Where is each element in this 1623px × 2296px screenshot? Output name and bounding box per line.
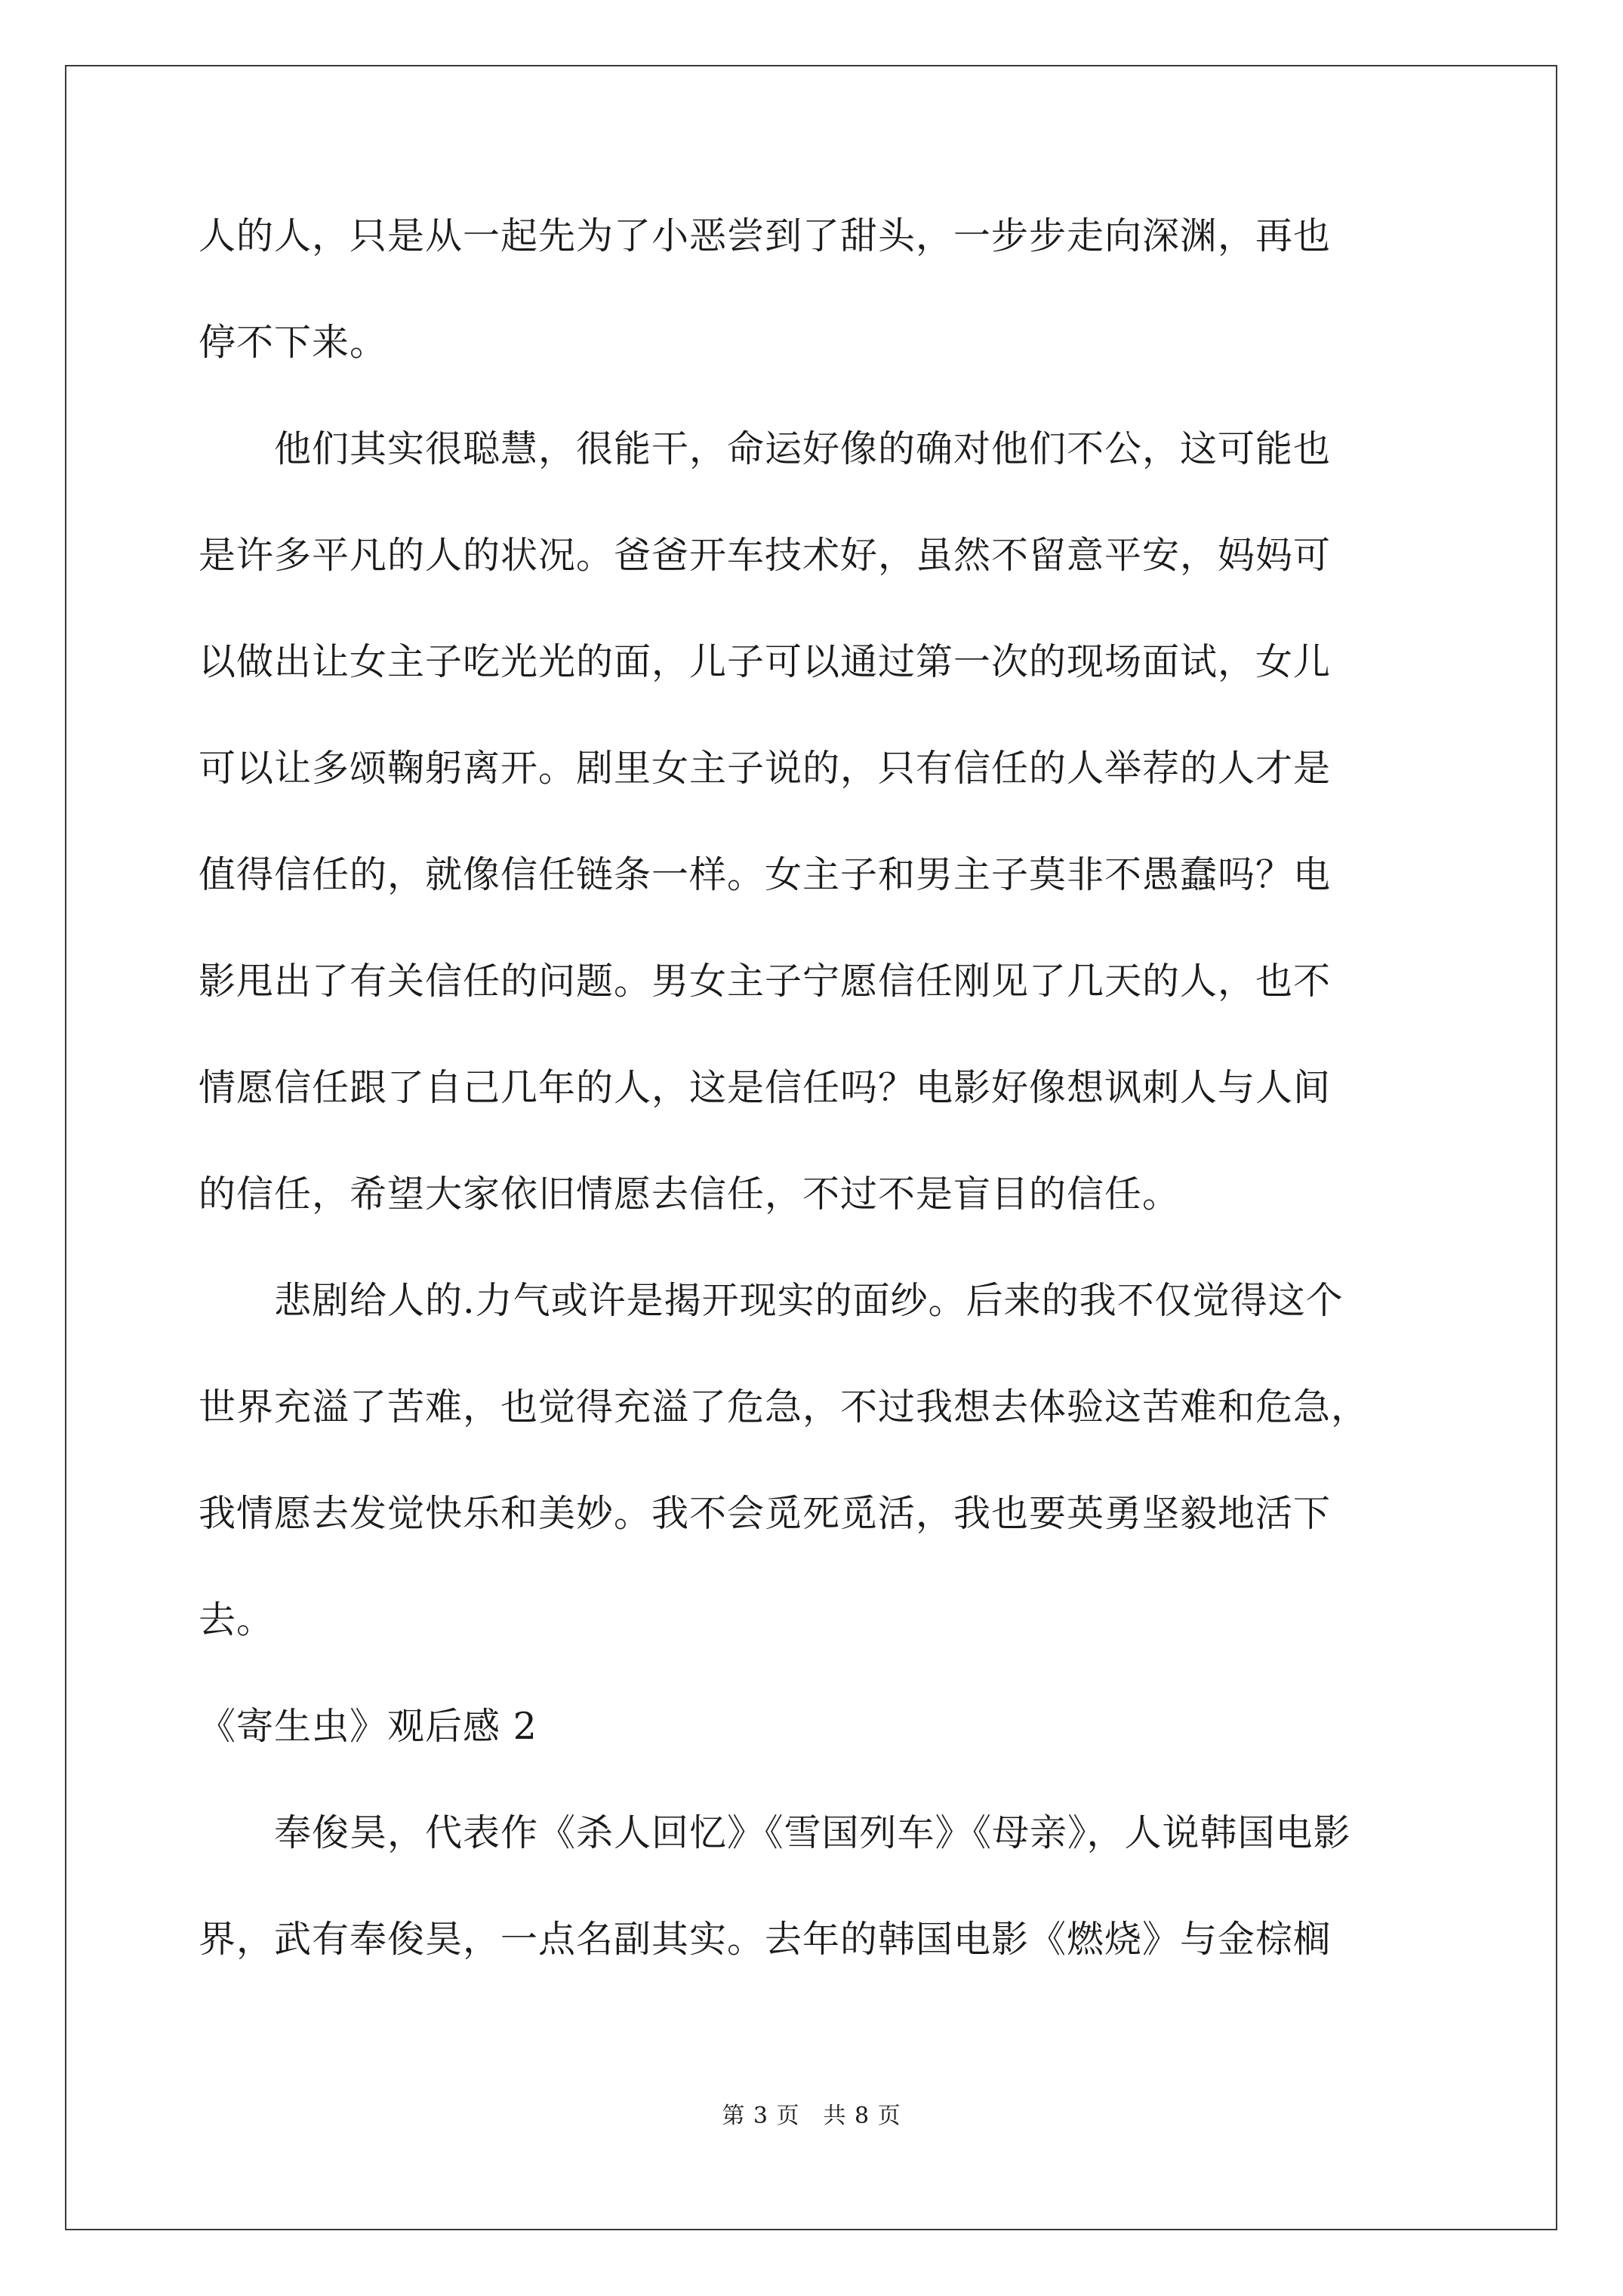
text-line: 人的人，只是从一起先为了小恶尝到了甜头，一步步走向深渊，再也: [199, 214, 1332, 257]
text-line: 情愿信任跟了自己几年的人，这是信任吗？电影好像想讽刺人与人间: [199, 1066, 1332, 1109]
document-body: [199, 214, 1444, 2023]
text-line: 去。: [199, 1598, 275, 1641]
text-line: 影甩出了有关信任的问题。男女主子宁愿信任刚见了几天的人，也不: [199, 960, 1332, 1003]
text-line: 他们其实很聪慧，很能干，命运好像的确对他们不公，这可能也: [199, 427, 1332, 470]
text-line: 停不下来。: [199, 321, 388, 364]
text-line: 以做出让女主子吃光光的面，儿子可以通过第一次的现场面试，女儿: [199, 640, 1332, 683]
text-line: 可以让多颂鞠躬离开。剧里女主子说的，只有信任的人举荐的人才是: [199, 747, 1332, 790]
text-line: 我情愿去发觉快乐和美妙。我不会觅死觅活，我也要英勇坚毅地活下: [199, 1492, 1332, 1535]
text-line: 世界充溢了苦难，也觉得充溢了危急，不过我想去体验这苦难和危急，: [199, 1385, 1369, 1428]
section-heading: 《寄生虫》观后感 2: [199, 1705, 537, 1748]
page-number-footer: 第 3 页 共 8 页: [722, 2103, 901, 2129]
text-line: 奉俊昊，代表作《杀人回忆》《雪国列车》《母亲》，人说韩国电影: [199, 1811, 1351, 1854]
text-line: 值得信任的，就像信任链条一样。女主子和男主子莫非不愚蠢吗？电: [199, 853, 1332, 896]
text-line: 的信任，希望大家依旧情愿去信任，不过不是盲目的信任。: [199, 1173, 1181, 1216]
text-line: 悲剧给人的.力气或许是揭开现实的面纱。后来的我不仅觉得这个: [199, 1279, 1344, 1322]
text-line: 是许多平凡的人的状况。爸爸开车技术好，虽然不留意平安，妈妈可: [199, 534, 1332, 577]
text-line: 界，武有奉俊昊，一点名副其实。去年的韩国电影《燃烧》与金棕榈: [199, 1918, 1332, 1961]
